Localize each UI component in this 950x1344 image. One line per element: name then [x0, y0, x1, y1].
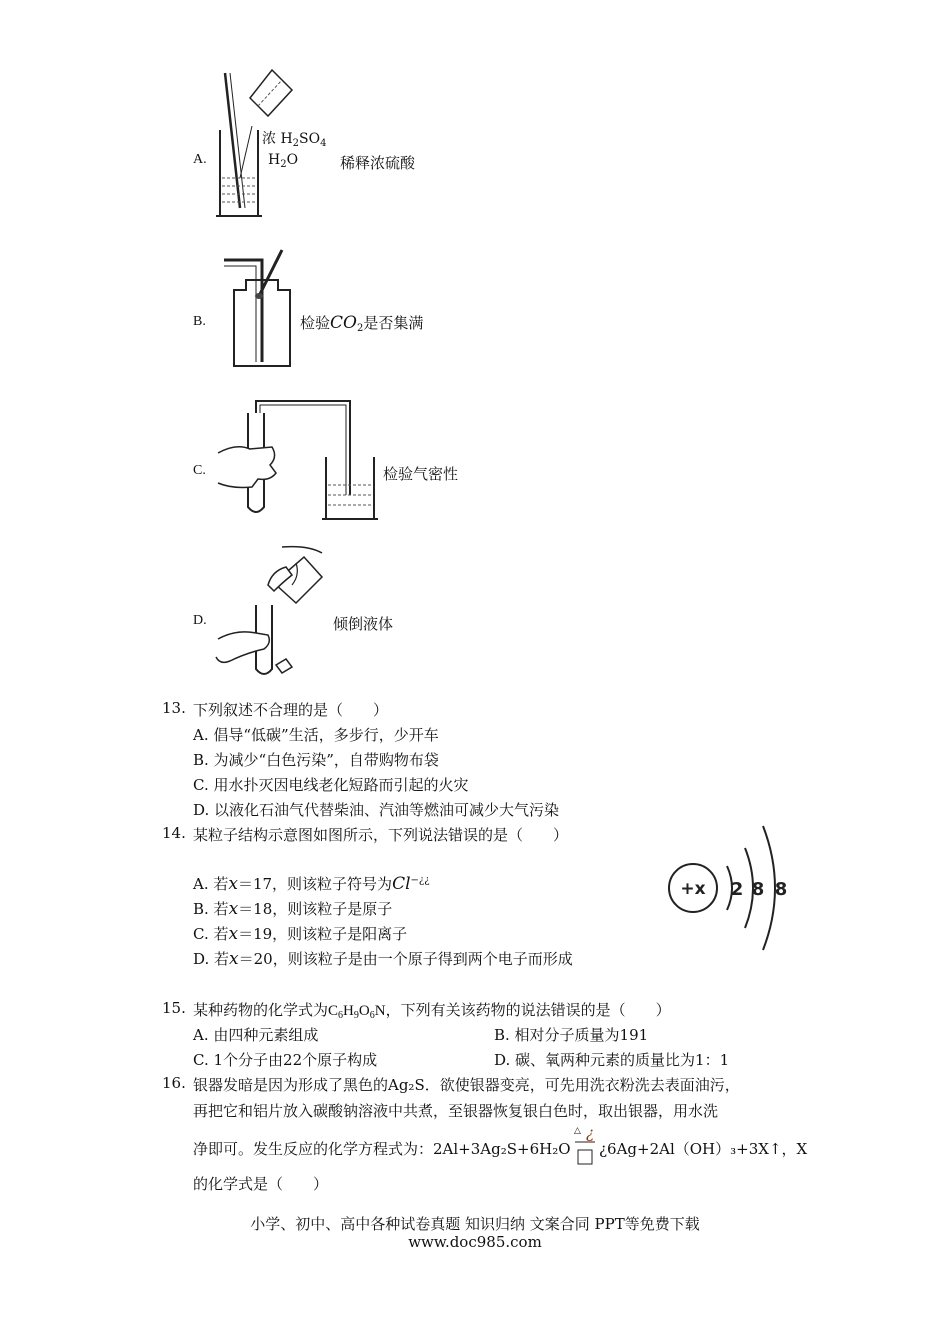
- q14-stem: 某粒子结构示意图如图所示，下列说法错误的是（ ）: [193, 826, 569, 844]
- q16-line-3-post: ¿6Ag+2Al（OH）₃+3X↑，X: [599, 1140, 808, 1158]
- q14-option-c: C. 若x＝19，则该粒子是阳离子: [193, 924, 408, 944]
- shell-1-count: 2: [730, 879, 744, 900]
- q13-option-d: D. 以液化石油气代替柴油、汽油等燃油可减少大气污染: [193, 801, 560, 819]
- q15-option-a: A. 由四种元素组成: [193, 1026, 319, 1044]
- q15-number: 15.: [162, 999, 186, 1017]
- q15-formula: [328, 1001, 386, 1019]
- q15-formula-part: 6: [338, 1010, 344, 1021]
- q16-line-2: 再把它和铝片放入碳酸钠溶液中共煮，至银器恢复银白色时，取出银器，用水洗: [193, 1102, 719, 1120]
- q16-line-3-pre: 净即可。发生反应的化学方程式为：2Al+3Ag₂S+6H₂O: [193, 1140, 571, 1158]
- shell-2-count: 8: [751, 879, 765, 900]
- q15-formula-part: H: [343, 1003, 354, 1019]
- q15-option-d: D. 碳、氧两种元素的质量比为1：1: [494, 1051, 730, 1069]
- q16-number: 16.: [162, 1074, 186, 1092]
- q15-formula-part: C: [328, 1003, 339, 1019]
- pour-liquid-figure: [212, 545, 332, 680]
- footer-line-1: 小学、初中、高中各种试卷真题 知识归纳 文案合同 PPT等免费下载: [250, 1215, 700, 1233]
- q16-line-1: 银器发暗是因为形成了黑色的Ag₂S．欲使银器变亮，可先用洗衣粉洗去表面油污，: [193, 1076, 740, 1094]
- figure-a-label-h2so4: 浓 $H_2SO_4$: [262, 131, 327, 149]
- q15-stem: 某种药物的化学式为$C_6H_9O_6N$，下列有关该药物的说法错误的是（ ）: [193, 1001, 671, 1021]
- option-b-label: 检验$CO_2$是否集满: [300, 313, 424, 334]
- q15-option-b: B. 相对分子质量为191: [494, 1026, 649, 1044]
- option-b-letter: B.: [193, 314, 206, 329]
- q15-formula-part: 9: [353, 1010, 359, 1021]
- q15-option-c: C. 1个分子由22个原子构成: [193, 1051, 378, 1069]
- q13-option-c: C. 用水扑灭因电线老化短路而引起的火灾: [193, 776, 469, 794]
- particle-structure-diagram: [665, 818, 795, 958]
- figure-a-label-h2o: $H_2O$: [268, 152, 299, 170]
- option-d-letter: D.: [193, 613, 207, 628]
- q16-line-4: 的化学式是（ ）: [193, 1175, 329, 1193]
- q16-eq-heat: △: [574, 1126, 581, 1136]
- q15-formula-part: 6: [369, 1010, 375, 1021]
- option-c-letter: C.: [193, 463, 206, 478]
- q15-formula-part: O: [358, 1003, 370, 1019]
- q14-number: 14.: [162, 824, 186, 842]
- q13-option-b: B. 为减少“白色污染”，自带购物布袋: [193, 751, 439, 769]
- q15-formula-part: N: [374, 1003, 386, 1019]
- option-c-label: 检验气密性: [383, 465, 459, 483]
- q13-option-a: A. 倡导“低碳”生活，多步行，少开车: [193, 726, 439, 744]
- nucleus-label: +x: [680, 879, 706, 899]
- q16-eq-sign: [575, 1140, 597, 1166]
- shell-3-count: 8: [774, 879, 788, 900]
- airtightness-check-figure: [218, 395, 378, 525]
- option-a-letter: A.: [193, 152, 207, 167]
- q14-option-a: A. 若x＝17，则该粒子符号为Cl−¿¿: [193, 874, 430, 894]
- q14-option-b: B. 若x＝18，则该粒子是原子: [193, 899, 393, 919]
- q16-eq-mid: ¿: [586, 1124, 595, 1142]
- option-a-label: 稀释浓硫酸: [340, 154, 416, 172]
- q13-number: 13.: [162, 699, 186, 717]
- option-d-label: 倾倒液体: [333, 615, 394, 633]
- q14-option-d: D. 若x＝20，则该粒子是由一个原子得到两个电子而形成: [193, 949, 573, 969]
- co2-check-figure: [222, 250, 302, 370]
- footer-url[interactable]: www.doc985.com: [408, 1233, 542, 1251]
- q13-stem: 下列叙述不合理的是（ ）: [193, 701, 389, 719]
